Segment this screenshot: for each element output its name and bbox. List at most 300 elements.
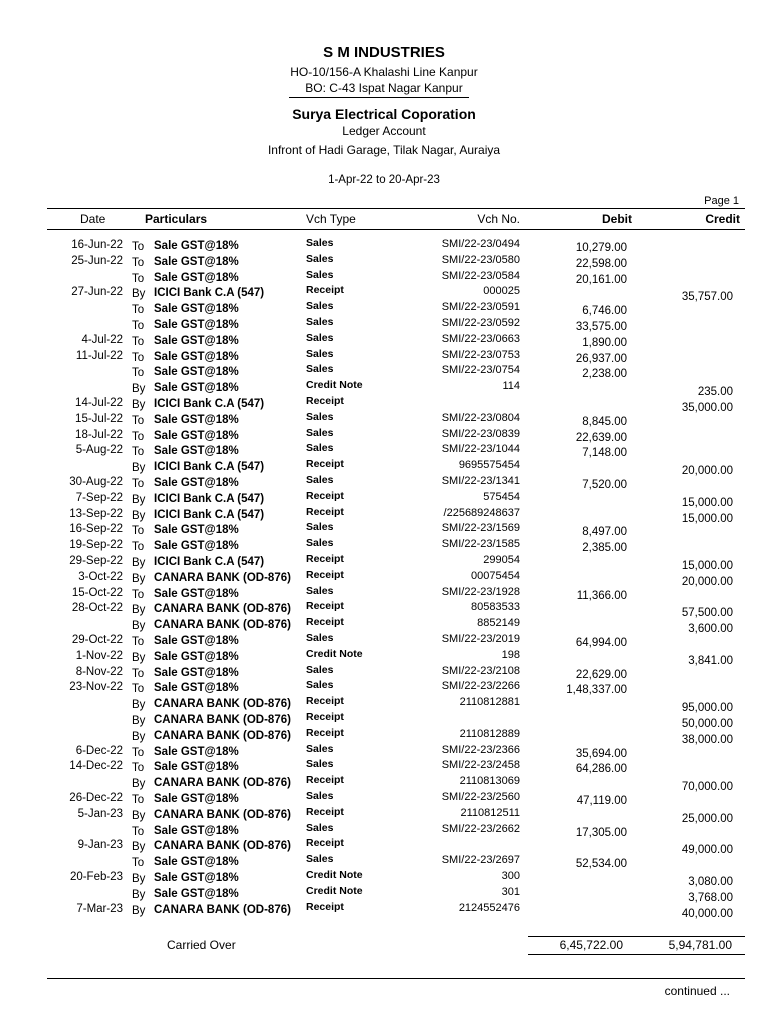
table-row bbox=[0, 363, 768, 379]
row-vch-no: 2110812889 bbox=[459, 727, 520, 740]
row-vch-no: 00075454 bbox=[471, 569, 520, 582]
table-row bbox=[0, 474, 768, 490]
row-date: 20-Feb-23 bbox=[69, 871, 123, 883]
row-date: 16-Sep-22 bbox=[69, 523, 123, 536]
table-row bbox=[0, 395, 768, 414]
row-direction: By bbox=[132, 383, 146, 396]
row-date: 1-Nov-22 bbox=[75, 649, 123, 662]
row-direction: To bbox=[132, 478, 145, 490]
row-date: 7-Mar-23 bbox=[76, 902, 123, 915]
row-date: 28-Oct-22 bbox=[71, 602, 123, 615]
row-particulars: CANARA BANK (OD-876) bbox=[154, 603, 291, 616]
row-particulars: Sale GST@18% bbox=[154, 872, 239, 884]
table-row bbox=[0, 237, 768, 253]
row-vch-no: 8852149 bbox=[477, 617, 520, 630]
row-date: 14-Jul-22 bbox=[75, 397, 123, 409]
footer-rule bbox=[47, 978, 745, 979]
row-date: 30-Aug-22 bbox=[69, 476, 123, 488]
party-name: Surya Electrical Coporation bbox=[292, 106, 476, 122]
row-date: 5-Jan-23 bbox=[77, 807, 123, 820]
row-vch-type: Sales bbox=[306, 410, 334, 423]
row-debit: 20,161.00 bbox=[575, 273, 627, 286]
row-direction: To bbox=[132, 683, 145, 696]
row-particulars: ICICI Bank C.A (547) bbox=[154, 461, 265, 474]
totals-bottom-rule bbox=[528, 954, 745, 955]
row-credit: 3,080.00 bbox=[688, 876, 733, 888]
row-credit: 3,841.00 bbox=[688, 654, 733, 667]
continued-note: continued ... bbox=[664, 984, 730, 998]
row-vch-type: Sales bbox=[306, 790, 334, 802]
row-credit: 15,000.00 bbox=[681, 496, 733, 509]
row-vch-type: Receipt bbox=[306, 600, 344, 613]
row-direction: To bbox=[132, 667, 145, 680]
row-credit: 49,000.00 bbox=[681, 844, 733, 857]
table-row bbox=[0, 568, 768, 588]
row-vch-no: SMI/22-23/1928 bbox=[441, 585, 520, 598]
row-vch-no: /225689248637 bbox=[443, 506, 520, 519]
row-particulars: Sale GST@18% bbox=[154, 540, 239, 553]
row-direction: To bbox=[132, 351, 145, 364]
header-top-rule bbox=[47, 208, 745, 209]
row-vch-type: Sales bbox=[306, 821, 334, 834]
table-row bbox=[0, 822, 768, 838]
row-vch-type: Sales bbox=[306, 853, 334, 866]
row-vch-type: Sales bbox=[306, 474, 334, 486]
row-direction: By bbox=[132, 509, 146, 522]
table-row bbox=[0, 758, 768, 774]
head-office-address: HO-10/156-A Khalashi Line Kanpur bbox=[290, 65, 478, 79]
row-credit: 35,000.00 bbox=[681, 402, 733, 414]
row-vch-type: Sales bbox=[306, 663, 334, 676]
table-row bbox=[0, 348, 768, 364]
row-date: 29-Oct-22 bbox=[71, 634, 123, 646]
row-direction: By bbox=[132, 715, 146, 727]
row-direction: To bbox=[132, 541, 145, 554]
row-vch-no: SMI/22-23/2266 bbox=[441, 680, 520, 693]
row-direction: By bbox=[132, 888, 146, 901]
row-particulars: Sale GST@18% bbox=[154, 366, 239, 379]
row-direction: By bbox=[132, 493, 146, 506]
column-header-debit: Debit bbox=[602, 212, 632, 226]
table-row bbox=[0, 537, 768, 553]
row-vch-type: Receipt bbox=[306, 553, 344, 565]
row-debit: 1,890.00 bbox=[582, 336, 627, 349]
row-vch-no: SMI/22-23/2662 bbox=[441, 822, 520, 835]
row-particulars: Sale GST@18% bbox=[154, 477, 239, 489]
table-row bbox=[0, 300, 768, 316]
row-particulars: ICICI Bank C.A (547) bbox=[154, 398, 265, 410]
row-debit: 8,845.00 bbox=[582, 415, 627, 428]
carried-over-debit: 6,45,722.00 bbox=[559, 938, 623, 952]
row-vch-type: Sales bbox=[306, 758, 334, 771]
row-vch-type: Sales bbox=[306, 679, 334, 692]
row-vch-no: SMI/22-23/0592 bbox=[441, 317, 520, 329]
row-date: 5-Aug-22 bbox=[75, 444, 123, 457]
row-particulars: ICICI Bank C.A (547) bbox=[154, 556, 265, 568]
table-row bbox=[0, 679, 768, 695]
table-row bbox=[0, 726, 768, 746]
table-row bbox=[0, 805, 768, 825]
table-row bbox=[0, 442, 768, 458]
table-row bbox=[0, 837, 768, 857]
row-particulars: ICICI Bank C.A (547) bbox=[154, 287, 265, 300]
row-direction: By bbox=[132, 809, 146, 822]
party-address: Infront of Hadi Garage, Tilak Nagar, Auraiya bbox=[267, 143, 501, 157]
row-vch-no: SMI/22-23/2697 bbox=[441, 854, 520, 867]
row-date: 15-Oct-22 bbox=[71, 586, 123, 599]
row-vch-type: Credit Note bbox=[306, 884, 363, 897]
table-row bbox=[0, 427, 768, 443]
row-vch-type: Receipt bbox=[306, 458, 344, 471]
row-vch-type: Receipt bbox=[306, 395, 344, 407]
table-row bbox=[0, 269, 768, 285]
row-credit: 70,000.00 bbox=[681, 781, 733, 794]
row-debit: 47,119.00 bbox=[576, 795, 627, 807]
row-vch-type: Receipt bbox=[306, 568, 344, 581]
row-vch-no: SMI/22-23/0753 bbox=[441, 348, 520, 361]
row-direction: By bbox=[132, 572, 146, 585]
row-particulars: CANARA BANK (OD-876) bbox=[154, 777, 291, 790]
row-particulars: Sale GST@18% bbox=[154, 824, 239, 837]
row-credit: 38,000.00 bbox=[681, 733, 733, 746]
row-vch-no: SMI/22-23/0754 bbox=[441, 364, 520, 377]
row-credit: 15,000.00 bbox=[681, 512, 733, 525]
row-particulars: Sale GST@18% bbox=[154, 271, 239, 284]
table-row bbox=[0, 900, 768, 920]
row-debit: 17,305.00 bbox=[575, 826, 627, 839]
row-particulars: CANARA BANK (OD-876) bbox=[154, 714, 291, 726]
row-debit: 22,629.00 bbox=[575, 668, 627, 681]
table-row bbox=[0, 505, 768, 525]
row-debit: 22,598.00 bbox=[575, 257, 627, 270]
row-credit: 40,000.00 bbox=[681, 907, 733, 920]
row-direction: To bbox=[132, 857, 145, 870]
row-direction: To bbox=[132, 272, 145, 285]
row-direction: By bbox=[132, 462, 146, 475]
row-vch-no: 80583533 bbox=[471, 601, 520, 614]
row-direction: To bbox=[132, 825, 145, 838]
row-direction: To bbox=[132, 746, 145, 759]
row-credit: 57,500.00 bbox=[681, 607, 733, 620]
row-date: 6-Dec-22 bbox=[75, 744, 123, 757]
table-row bbox=[0, 664, 768, 680]
row-particulars: Sale GST@18% bbox=[154, 350, 239, 363]
row-debit: 64,286.00 bbox=[575, 763, 627, 776]
column-header-vch-no: Vch No. bbox=[477, 212, 520, 226]
row-particulars: Sale GST@18% bbox=[154, 666, 239, 679]
row-vch-no: 114 bbox=[502, 380, 520, 393]
row-vch-type: Sales bbox=[306, 331, 334, 344]
row-date: 14-Dec-22 bbox=[69, 760, 123, 773]
row-direction: By bbox=[132, 730, 146, 743]
row-vch-no: SMI/22-23/0494 bbox=[441, 238, 520, 250]
row-direction: To bbox=[132, 430, 145, 443]
company-name: S M INDUSTRIES bbox=[323, 44, 445, 61]
table-row bbox=[0, 884, 768, 904]
row-vch-no: 301 bbox=[501, 885, 520, 898]
row-direction: To bbox=[132, 636, 145, 648]
row-debit: 7,148.00 bbox=[582, 447, 627, 460]
row-vch-type: Receipt bbox=[306, 774, 344, 787]
row-vch-type: Receipt bbox=[306, 837, 344, 850]
row-particulars: Sale GST@18% bbox=[154, 303, 239, 316]
table-row bbox=[0, 774, 768, 794]
row-direction: By bbox=[132, 651, 146, 664]
row-particulars: Sale GST@18% bbox=[154, 524, 239, 537]
table-row bbox=[0, 585, 768, 601]
row-vch-no: SMI/22-23/0804 bbox=[441, 411, 520, 424]
row-vch-no: 198 bbox=[501, 648, 520, 661]
row-direction: To bbox=[132, 525, 145, 538]
row-debit: 52,534.00 bbox=[575, 858, 627, 871]
row-direction: To bbox=[132, 762, 145, 775]
totals-top-rule bbox=[528, 936, 745, 937]
page-number: Page 1 bbox=[704, 195, 739, 207]
row-vch-type: Sales bbox=[306, 537, 334, 550]
row-date: 26-Dec-22 bbox=[69, 792, 123, 804]
table-row bbox=[0, 743, 768, 759]
row-vch-no: SMI/22-23/1341 bbox=[441, 475, 520, 487]
row-vch-type: Receipt bbox=[306, 711, 344, 723]
column-header-date: Date bbox=[80, 212, 106, 226]
row-particulars: Sale GST@18% bbox=[154, 793, 239, 805]
column-header-vch-type: Vch Type bbox=[306, 212, 356, 226]
row-date: 25-Jun-22 bbox=[71, 254, 123, 267]
row-direction: To bbox=[132, 304, 145, 317]
table-row bbox=[0, 253, 768, 269]
row-vch-no: SMI/22-23/1569 bbox=[441, 522, 520, 535]
row-vch-type: Sales bbox=[306, 521, 334, 534]
row-debit: 2,385.00 bbox=[582, 542, 627, 555]
row-credit: 50,000.00 bbox=[681, 718, 733, 730]
table-row bbox=[0, 600, 768, 620]
column-header-particulars: Particulars bbox=[145, 212, 208, 226]
row-particulars: Sale GST@18% bbox=[154, 429, 239, 442]
table-row bbox=[0, 379, 768, 399]
row-direction: By bbox=[132, 399, 146, 411]
row-vch-no: SMI/22-23/2458 bbox=[441, 759, 520, 772]
row-particulars: CANARA BANK (OD-876) bbox=[154, 840, 291, 853]
row-particulars: CANARA BANK (OD-876) bbox=[154, 903, 291, 916]
table-row bbox=[0, 411, 768, 427]
table-row bbox=[0, 332, 768, 348]
header-bottom-rule bbox=[47, 229, 745, 230]
row-credit: 235.00 bbox=[697, 386, 733, 399]
row-date: 15-Jul-22 bbox=[75, 412, 123, 425]
row-direction: By bbox=[132, 778, 146, 791]
row-date: 29-Sep-22 bbox=[69, 555, 123, 567]
row-vch-type: Sales bbox=[306, 316, 334, 328]
row-particulars: Sale GST@18% bbox=[154, 319, 239, 331]
row-particulars: Sale GST@18% bbox=[154, 445, 239, 458]
row-vch-no: 2110812511 bbox=[460, 806, 520, 819]
table-row bbox=[0, 632, 768, 648]
row-direction: To bbox=[132, 256, 145, 269]
row-particulars: CANARA BANK (OD-876) bbox=[154, 808, 291, 821]
row-vch-type: Credit Note bbox=[306, 869, 363, 881]
table-row bbox=[0, 458, 768, 478]
row-particulars: CANARA BANK (OD-876) bbox=[154, 571, 291, 584]
row-debit: 2,238.00 bbox=[582, 368, 627, 381]
table-row bbox=[0, 521, 768, 537]
row-particulars: Sale GST@18% bbox=[154, 382, 239, 395]
row-credit: 15,000.00 bbox=[681, 560, 733, 572]
row-vch-no: SMI/22-23/0663 bbox=[441, 332, 520, 345]
row-debit: 22,639.00 bbox=[575, 431, 627, 444]
carried-over-credit: 5,94,781.00 bbox=[668, 938, 732, 952]
row-vch-type: Credit Note bbox=[306, 647, 363, 660]
row-direction: To bbox=[132, 241, 145, 253]
column-header-credit: Credit bbox=[705, 212, 740, 226]
row-particulars: ICICI Bank C.A (547) bbox=[154, 492, 265, 505]
row-vch-no: 2110813069 bbox=[459, 775, 520, 788]
row-vch-type: Sales bbox=[306, 426, 334, 439]
row-vch-type: Receipt bbox=[306, 805, 344, 818]
carried-over-label: Carried Over bbox=[167, 938, 236, 952]
ledger-title: Ledger Account bbox=[342, 124, 426, 138]
row-debit: 8,497.00 bbox=[582, 526, 627, 539]
row-vch-no: SMI/22-23/2366 bbox=[441, 743, 520, 756]
table-row bbox=[0, 853, 768, 869]
row-credit: 95,000.00 bbox=[681, 702, 733, 715]
row-particulars: CANARA BANK (OD-876) bbox=[154, 729, 291, 742]
row-vch-no: SMI/22-23/1585 bbox=[441, 538, 520, 551]
row-vch-type: Sales bbox=[306, 742, 334, 755]
row-date: 13-Sep-22 bbox=[69, 507, 123, 520]
row-vch-no: SMI/22-23/0580 bbox=[441, 253, 520, 266]
row-vch-type: Receipt bbox=[306, 505, 344, 518]
row-direction: By bbox=[132, 557, 146, 569]
row-date: 23-Nov-22 bbox=[69, 681, 123, 694]
row-vch-type: Receipt bbox=[306, 489, 344, 502]
row-vch-type: Sales bbox=[306, 268, 334, 281]
row-direction: To bbox=[132, 794, 145, 806]
row-date: 8-Nov-22 bbox=[75, 665, 123, 678]
row-particulars: Sale GST@18% bbox=[154, 682, 239, 695]
row-direction: To bbox=[132, 446, 145, 459]
row-vch-no: 2124552476 bbox=[458, 901, 520, 914]
row-debit: 11,366.00 bbox=[576, 589, 627, 602]
table-row bbox=[0, 869, 768, 888]
row-vch-type: Sales bbox=[306, 252, 334, 265]
row-date: 7-Sep-22 bbox=[75, 491, 123, 504]
table-row bbox=[0, 284, 768, 304]
row-date: 3-Oct-22 bbox=[78, 570, 123, 583]
table-row bbox=[0, 553, 768, 572]
table-row bbox=[0, 489, 768, 509]
row-vch-type: Receipt bbox=[306, 695, 344, 708]
row-particulars: Sale GST@18% bbox=[154, 587, 239, 600]
row-date: 11-Jul-22 bbox=[75, 349, 123, 362]
row-vch-type: Sales bbox=[306, 442, 334, 455]
row-vch-type: Receipt bbox=[306, 900, 344, 913]
row-vch-no: SMI/22-23/0591 bbox=[441, 301, 520, 314]
row-direction: To bbox=[132, 335, 145, 348]
table-row bbox=[0, 711, 768, 730]
table-row bbox=[0, 616, 768, 636]
table-row bbox=[0, 647, 768, 667]
row-direction: To bbox=[132, 320, 145, 332]
row-particulars: Sale GST@18% bbox=[154, 856, 239, 869]
row-particulars: Sale GST@18% bbox=[154, 761, 239, 774]
row-direction: To bbox=[132, 414, 145, 427]
row-vch-type: Sales bbox=[306, 300, 334, 313]
row-vch-type: Sales bbox=[306, 347, 334, 360]
row-date: 4-Jul-22 bbox=[81, 333, 123, 346]
row-credit: 20,000.00 bbox=[681, 465, 733, 478]
row-vch-type: Sales bbox=[306, 584, 334, 597]
row-debit: 7,520.00 bbox=[582, 479, 627, 491]
row-vch-no: 000025 bbox=[483, 285, 520, 298]
row-particulars: Sale GST@18% bbox=[154, 255, 239, 268]
row-vch-type: Sales bbox=[306, 237, 334, 249]
row-credit: 3,600.00 bbox=[688, 623, 733, 636]
row-direction: By bbox=[132, 904, 146, 917]
row-date: 27-Jun-22 bbox=[71, 286, 123, 299]
row-particulars: ICICI Bank C.A (547) bbox=[154, 508, 265, 521]
row-particulars: Sale GST@18% bbox=[154, 635, 239, 647]
row-credit: 20,000.00 bbox=[681, 575, 733, 588]
row-vch-no: 299054 bbox=[483, 554, 520, 566]
row-debit: 33,575.00 bbox=[575, 321, 627, 333]
row-date: 9-Jan-23 bbox=[77, 839, 123, 852]
row-particulars: CANARA BANK (OD-876) bbox=[154, 619, 291, 632]
row-credit: 35,757.00 bbox=[681, 291, 733, 304]
row-date: 18-Jul-22 bbox=[75, 428, 123, 441]
row-vch-type: Receipt bbox=[306, 726, 344, 739]
table-row bbox=[0, 695, 768, 715]
row-date: 16-Jun-22 bbox=[71, 239, 123, 251]
branch-office-address: BO: C-43 Ispat Nagar Kanpur bbox=[305, 81, 463, 95]
table-row bbox=[0, 316, 768, 332]
row-credit: 25,000.00 bbox=[681, 812, 733, 825]
row-particulars: Sale GST@18% bbox=[154, 650, 239, 663]
row-debit: 6,746.00 bbox=[582, 305, 627, 318]
row-vch-no: 300 bbox=[501, 870, 520, 882]
row-credit: 3,768.00 bbox=[688, 891, 733, 904]
row-debit: 1,48,337.00 bbox=[566, 684, 627, 697]
row-particulars: Sale GST@18% bbox=[154, 334, 239, 347]
row-direction: By bbox=[132, 841, 146, 854]
row-particulars: CANARA BANK (OD-876) bbox=[154, 698, 291, 711]
row-vch-no: SMI/22-23/0584 bbox=[441, 269, 520, 282]
row-vch-type: Sales bbox=[306, 632, 334, 644]
row-vch-no: SMI/22-23/1044 bbox=[441, 443, 520, 456]
row-particulars: Sale GST@18% bbox=[154, 745, 239, 758]
row-vch-no: SMI/22-23/2019 bbox=[441, 633, 520, 645]
row-debit: 64,994.00 bbox=[575, 637, 627, 649]
row-vch-no: 575454 bbox=[483, 490, 520, 503]
row-direction: By bbox=[132, 873, 146, 885]
row-particulars: Sale GST@18% bbox=[154, 413, 239, 426]
branch-address-underline bbox=[289, 97, 469, 98]
row-vch-no: SMI/22-23/2108 bbox=[441, 664, 520, 677]
row-direction: To bbox=[132, 588, 145, 601]
row-vch-no: 2110812881 bbox=[459, 696, 520, 709]
row-vch-type: Credit Note bbox=[306, 379, 363, 392]
row-debit: 10,279.00 bbox=[575, 242, 627, 254]
row-direction: To bbox=[132, 367, 145, 380]
row-direction: By bbox=[132, 604, 146, 617]
row-particulars: Sale GST@18% bbox=[154, 240, 239, 252]
row-direction: By bbox=[132, 699, 146, 712]
row-vch-no: SMI/22-23/2560 bbox=[441, 791, 520, 803]
table-row bbox=[0, 790, 768, 806]
row-direction: By bbox=[132, 620, 146, 633]
row-vch-type: Receipt bbox=[306, 616, 344, 629]
period-range: 1-Apr-22 to 20-Apr-23 bbox=[328, 174, 440, 186]
row-date: 19-Sep-22 bbox=[69, 539, 123, 552]
